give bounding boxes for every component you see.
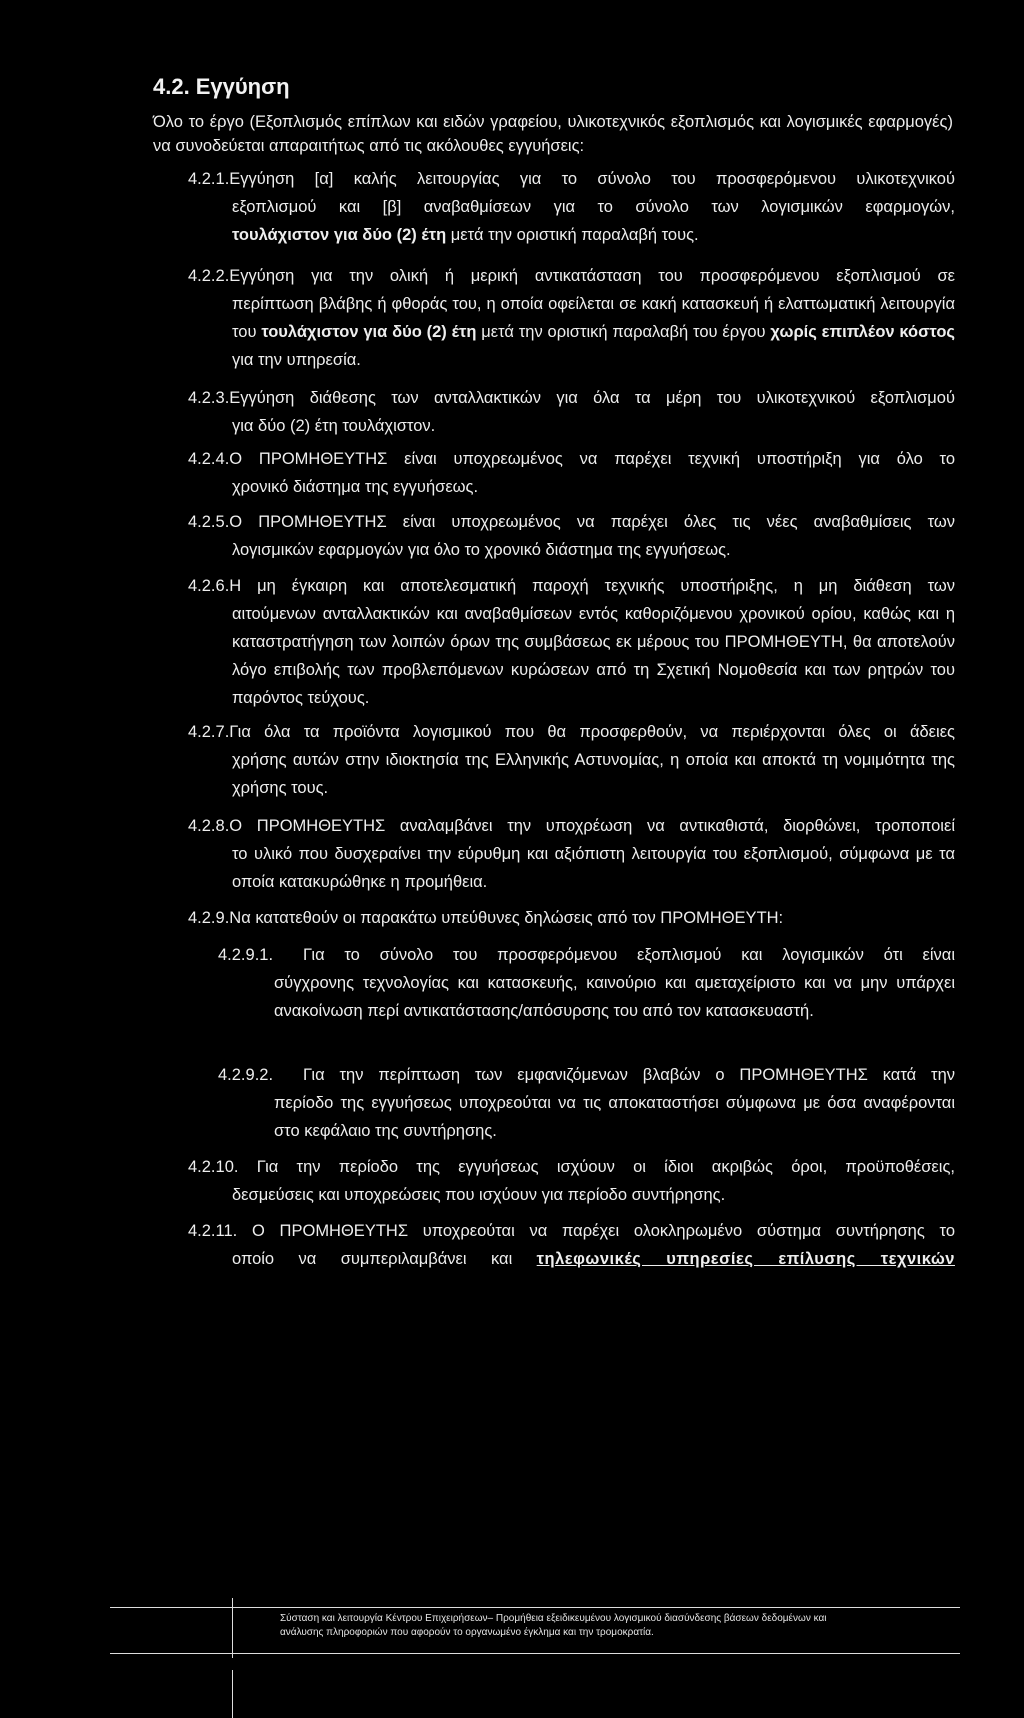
clause-continuation: χρονικό διάστημα της εγγυήσεως. xyxy=(232,478,479,496)
clause-number: 4.2.11. xyxy=(188,1222,238,1240)
clause-first-line xyxy=(188,904,955,932)
clause-4-2-7 xyxy=(188,718,955,802)
clause-first-line xyxy=(188,445,955,473)
clause-text: Για το σύνολο του προσφερόμενου εξοπλισμού και λογισμικών ότι είναι xyxy=(303,946,955,964)
clause-number: 4.2.3. xyxy=(188,389,230,407)
footer-divider xyxy=(232,1598,233,1658)
clause-first-line xyxy=(188,812,955,840)
clause-number: 4.2.9.2. xyxy=(218,1066,274,1084)
clause-number: 4.2.6. xyxy=(188,577,230,595)
clause-4-2-11 xyxy=(188,1217,955,1273)
clause-number: 4.2.4. xyxy=(188,450,230,468)
bold-text: τουλάχιστον για δύο (2) έτη xyxy=(261,323,477,341)
clause-4-2-10 xyxy=(188,1153,955,1209)
clause-4-2-9-2 xyxy=(218,1061,955,1145)
clause-first-line xyxy=(218,1061,955,1089)
clause-continuation: εξοπλισμού και [β] αναβαθμίσεων για το σύνολο των λογισμικών εφαρμογών, xyxy=(232,198,955,216)
clause-4-2-2 xyxy=(188,262,955,374)
clause-text: Ο ΠΡΟΜΗΘΕΥΤΗΣ υποχρεούται να παρέχει ολοκληρωμένο σύστημα συντήρησης το xyxy=(251,1222,955,1240)
clause-continuation xyxy=(232,290,955,374)
clause-number: 4.2.5. xyxy=(188,513,230,531)
footer-note: Σύσταση και λειτουργία Κέντρου Επιχειρήσεων– Προμήθεια εξειδικευμένου λογισμικού διασύνδεσης βάσεων δεδομένων και ανάλυσης πληροφοριών που αφορούν το οργανωμένο έγκλημα και την τρομοκρατία. xyxy=(280,1613,827,1638)
bold-text: χωρίς επιπλέον κόστος xyxy=(770,323,955,341)
clause-number: 4.2.2. xyxy=(188,267,230,285)
clause-text: Η μη έγκαιρη και αποτελεσματική παροχή τεχνικής υποστήριξης, η μη διάθεση των xyxy=(229,577,955,595)
clause-4-2-4 xyxy=(188,445,955,501)
footer-rule-top xyxy=(110,1607,960,1608)
clause-number: 4.2.9.1. xyxy=(218,946,274,964)
clause-4-2-1 xyxy=(188,165,955,249)
clause-number: 4.2.9. xyxy=(188,909,230,927)
clause-text: Για όλα τα προϊόντα λογισμικού που θα προσφερθούν, να περιέρχονται όλες οι άδειες xyxy=(229,723,955,741)
clause-4-2-9 xyxy=(188,904,955,932)
clause-continuation xyxy=(232,221,955,249)
clause-first-line xyxy=(188,1153,955,1181)
clause-number: 4.2.10. xyxy=(188,1158,239,1176)
clause-text: Ο ΠΡΟΜΗΘΕΥΤΗΣ αναλαμβάνει την υποχρέωση να αντικαθιστά, διορθώνει, τροποποιεί xyxy=(229,817,955,835)
clause-text: περίπτωση βλάβης ή φθοράς του, η οποία οφείλεται σε κακή κατασκευή ή ελαττωματική λειτουργία του xyxy=(232,295,955,341)
clause-continuation: χρήσης αυτών στην ιδιοκτησία της Ελληνικής Αστυνομίας, η οποία και αποκτά τη νομιμότητα της χρήσης τους. xyxy=(232,751,955,797)
clause-text: οποίο να συμπεριλαμβάνει και xyxy=(232,1250,537,1268)
clause-text: Να κατατεθούν οι παρακάτω υπεύθυνες δηλώσεις από τον ΠΡΟΜΗΘΕΥΤΗ: xyxy=(229,909,784,927)
bold-text: τουλάχιστον για δύο (2) έτη xyxy=(232,226,447,244)
clause-first-line xyxy=(188,1217,955,1245)
clause-continuation: αιτούμενων ανταλλακτικών και αναβαθμίσεων εντός καθοριζόμενου χρονικού ορίου, καθώς και η καταστρατήγηση των λοιπών όρων της συμβάσεως εκ μέρους του ΠΡΟΜΗΘΕΥΤΗ, θα αποτελούν λόγο επιβολής των προβλεπόμενων κυρώσεων από τη Σχετική Νομοθεσία και των ρητρών του παρόντος τεύχους. xyxy=(232,605,955,707)
clause-4-2-5 xyxy=(188,508,955,564)
footer-rule-bottom xyxy=(110,1653,960,1654)
section-title: Εγγύηση xyxy=(195,74,290,99)
clause-4-2-3 xyxy=(188,384,955,440)
underlined-text: τηλεφωνικές υπηρεσίες επίλυσης τεχνικών xyxy=(536,1250,955,1268)
clause-continuation: το υλικό που δυσχεραίνει την εύρυθμη και αξιόπιστη λειτουργία του εξοπλισμού, σύμφωνα με τα οποία κατακυρώθηκε η προμήθεια. xyxy=(232,845,955,891)
section-heading xyxy=(153,74,290,100)
clause-first-line xyxy=(218,941,955,969)
clause-continuation: περίοδο της εγγυήσεως υποχρεούται να τις αποκαταστήσει σύμφωνα με όσα αναφέρονται στο κεφάλαιο της συντήρησης. xyxy=(274,1094,955,1140)
clause-text: μετά την οριστική παραλαβή του έργου xyxy=(476,323,771,341)
clause-first-line xyxy=(188,572,955,600)
clause-continuation: για δύο (2) έτη τουλάχιστον. xyxy=(232,417,436,435)
clause-text: Εγγύηση [α] καλής λειτουργίας για το σύνολο του προσφερόμενου υλικοτεχνικού xyxy=(229,170,955,188)
clause-text: Για την περίοδο της εγγυήσεως ισχύουν οι ίδιοι ακριβώς όροι, προϋποθέσεις, xyxy=(256,1158,955,1176)
clause-first-line xyxy=(188,508,955,536)
clause-text: μετά την οριστική παραλαβή τους. xyxy=(446,226,699,244)
clause-text: Ο ΠΡΟΜΗΘΕΥΤΗΣ είναι υποχρεωμένος να παρέχει τεχνική υποστήριξη για όλο το xyxy=(229,450,955,468)
clause-number: 4.2.7. xyxy=(188,723,230,741)
clause-4-2-9-1 xyxy=(218,941,955,1025)
clause-text: Εγγύηση για την ολική ή μερική αντικατάσταση του προσφερόμενου εξοπλισμού σε xyxy=(229,267,955,285)
clause-4-2-6 xyxy=(188,572,955,712)
clause-continuation: λογισμικών εφαρμογών για όλο το χρονικό διάστημα της εγγυήσεως. xyxy=(232,541,731,559)
clause-first-line xyxy=(188,262,955,290)
clause-number: 4.2.8. xyxy=(188,817,230,835)
clause-first-line xyxy=(188,165,955,193)
clause-number: 4.2.1. xyxy=(188,170,230,188)
clause-continuation: δεσμεύσεις και υποχρεώσεις που ισχύουν για περίοδο συντήρησης. xyxy=(232,1186,726,1204)
footer-divider xyxy=(232,1670,233,1718)
clause-text: Ο ΠΡΟΜΗΘΕΥΤΗΣ είναι υποχρεωμένος να παρέχει όλες τις νέες αναβαθμίσεις των xyxy=(229,513,955,531)
clause-4-2-8 xyxy=(188,812,955,896)
clause-first-line xyxy=(188,384,955,412)
clause-continuation xyxy=(232,1245,955,1273)
section-intro: Όλο το έργο (Εξοπλισμός επίπλων και ειδών γραφείου, υλικοτεχνικός εξοπλισμός και λογισμικές εφαρμογές) να συνοδεύεται απαραιτήτως από τις ακόλουθες εγγυήσεις: xyxy=(153,113,953,155)
section-number: 4.2. xyxy=(153,74,190,99)
clause-text: Για την περίπτωση των εμφανιζόμενων βλαβών ο ΠΡΟΜΗΘΕΥΤΗΣ κατά την xyxy=(303,1066,955,1084)
clause-text: για την υπηρεσία. xyxy=(232,351,361,369)
clause-text: Εγγύηση διάθεσης των ανταλλακτικών για όλα τα μέρη του υλικοτεχνικού εξοπλισμού xyxy=(229,389,955,407)
clause-continuation: σύγχρονης τεχνολογίας και κατασκευής, καινούριο και αμεταχείριστο και να μην υπάρχει ανακοίνωση περί αντικατάστασης/απόσυρσης του από τον κατασκευαστή. xyxy=(274,974,955,1020)
clause-first-line xyxy=(188,718,955,746)
